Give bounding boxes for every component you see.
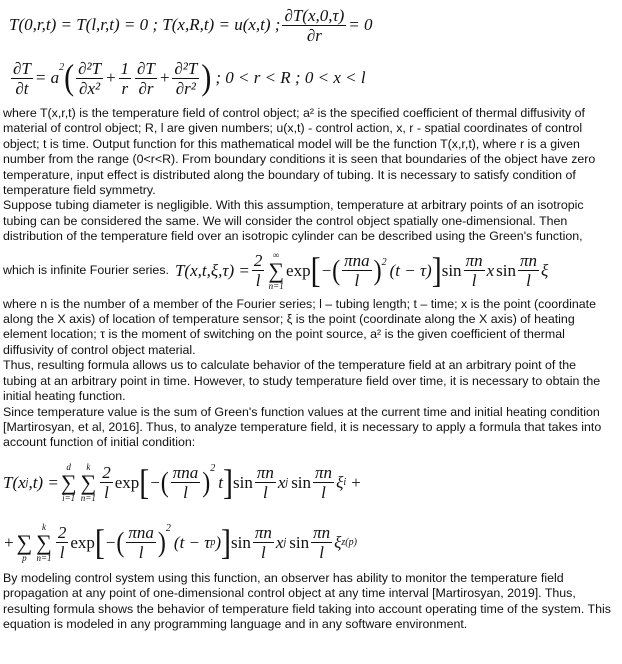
eq-init-rbracket: ]	[222, 462, 233, 502]
eq-heat-sup: 2	[59, 62, 65, 73]
eq-heat-term4	[172, 59, 199, 98]
eq-init2-sum1	[16, 523, 32, 563]
eq-init-xi-sub: i	[343, 477, 347, 489]
eq-green-pin1-den: l	[471, 271, 477, 291]
eq-green-square: 2	[381, 256, 387, 268]
eq-init2-pin1-num: πn	[254, 523, 272, 543]
eq-green-lparen: (	[332, 255, 341, 287]
equation-boundary-conditions	[3, 0, 613, 50]
eq-heat-lhs-num: ∂T	[13, 58, 31, 78]
eq-init-sin1: sin	[232, 473, 253, 493]
eq-heat-t3-num: ∂T	[137, 58, 155, 78]
eq-heat-t4-den: ∂r²	[175, 78, 196, 98]
eq-bc-right: = 0	[348, 15, 373, 35]
eq-init2-exp: exp	[70, 533, 95, 553]
eq-init-pin2	[313, 463, 334, 502]
eq-init-pin1-num: πn	[256, 463, 274, 483]
eq-init-coef	[100, 463, 113, 502]
eq-init-sin2: sin	[291, 473, 312, 493]
eq-green-xi: ξ	[541, 260, 549, 280]
eq-init-lhs: T(x	[3, 473, 26, 493]
paragraph-1: where T(x,r,t) is the temperature field of control object; a² is the specified coefficient of thermal diffusivity of material of control object; R, l are given numbers; u(x,t) - control action, x, r - spatial coordinates of control object; t is time. Output function for this mathematical model will be the function T(x,r,t), where r is a given number from the range (0<r<R). From boundary conditions it is seen that boundaries of the object have zero temperature, input effect is distributed along the boundary of tubing. It is necessary to satisfy condition of temperature field symmetry.	[3, 106, 596, 198]
eq-bc-fraction	[282, 6, 346, 45]
eq-heat-plus2: +	[158, 68, 171, 88]
eq-green-time: (t − τ)	[389, 260, 432, 280]
eq-heat-lhs-den: ∂t	[15, 78, 29, 98]
eq-init2-sum2-bot: n=1	[36, 552, 52, 563]
eq-green-coef	[252, 251, 265, 290]
sigma-symbol: ∑	[16, 529, 33, 555]
eq-green-coef-den: l	[255, 271, 261, 291]
eq-green-x: x	[486, 260, 495, 280]
eq-bc-frac-num: ∂T(x,0,τ)	[284, 5, 345, 25]
body-text-1	[3, 106, 613, 245]
equation-initial-line2	[3, 515, 613, 571]
eq-init-rparen: )	[202, 467, 211, 499]
eq-init2-coef-den: l	[59, 543, 65, 563]
eq-green-sin2: sin	[496, 260, 516, 280]
eq-heat-t4-num: ∂²T	[174, 58, 198, 78]
eq-green-sum-top: ∞	[272, 249, 280, 260]
eq-green-pin2	[518, 251, 539, 290]
eq-green-pina-den: l	[354, 271, 360, 291]
eq-bc-left: T(0,r,t) = T(l,r,t) = 0 ; T(x,R,t) = u(x,t) ;	[9, 15, 281, 35]
eq-init2-xi: ξ	[334, 533, 342, 553]
eq-init2-coef	[56, 523, 69, 562]
equation-heat	[3, 50, 613, 106]
eq-init2-pin2	[311, 523, 332, 562]
eq-init2-time-close: )	[215, 533, 222, 553]
eq-init-lbracket: [	[139, 462, 150, 502]
sigma-symbol: ∑	[36, 529, 52, 555]
eq-init2-lbracket: [	[94, 522, 105, 562]
green-function-row	[3, 245, 613, 297]
eq-heat-lhs	[11, 59, 33, 98]
eq-init2-minus: −	[104, 533, 117, 553]
paragraph-3-lead: which is infinite Fourier series.	[3, 262, 169, 277]
eq-init-minus: −	[149, 473, 161, 493]
eq-init-sum1-bot: i=1	[62, 492, 76, 503]
paragraph-2: Suppose tubing diameter is negligible. With this assumption, temperature at arbitrary points of an isotropic tubing can be considered the same. We will consider the control object spatially one-dimensional. Then distribution of the temperature field over an isotropic cylinder can be described using the Green's function,	[3, 198, 584, 244]
eq-init-sum1-top: d	[66, 461, 71, 472]
eq-init-sum2-bot: n=1	[80, 492, 96, 503]
paragraph-6: Since temperature value is the sum of Green's function values at the current time and initial heating condition [Martirosyan, et al, 2016]. Thus, to analyze temperature field, it is necessary to apply a formula that takes into account function of initial condition:	[3, 404, 602, 450]
eq-init2-sin1: sin	[231, 533, 251, 553]
eq-green-sin1: sin	[441, 260, 462, 280]
eq-init-pina	[171, 463, 201, 502]
eq-init-pina-den: l	[183, 483, 188, 503]
eq-init-xi: ξ	[336, 473, 344, 493]
eq-init2-xi-sub: z(p)	[341, 537, 357, 549]
eq-init2-plus: +	[3, 533, 15, 553]
body-text-3	[3, 571, 613, 633]
eq-init-sum2	[81, 463, 97, 503]
eq-heat-term1	[76, 59, 103, 98]
eq-green-pina	[342, 251, 372, 290]
eq-heat-t1-num: ∂²T	[78, 58, 102, 78]
eq-green-minus: −	[320, 260, 333, 280]
eq-init2-pin1	[253, 523, 274, 562]
eq-heat-term2	[119, 59, 132, 98]
eq-init-lhs-rest: ,t) =	[28, 473, 59, 493]
eq-init-x: x	[277, 473, 286, 493]
eq-init-pina-num: πna	[172, 463, 199, 483]
eq-init-lhs-sub: j	[25, 477, 29, 489]
eq-init2-pina-num: πna	[128, 523, 154, 543]
eq-init2-coef-num: 2	[57, 523, 67, 543]
paragraph-4: where n is the number of a member of the Fourier series; l – tubing length; t – time; x is the point (coordinate along the X axis) of location of temperature sensor; ξ is the point (coordinate along the X axis) of heating element location; τ is the moment of switching on the point source, a² is the given coefficient of thermal diffusivity of control object material.	[3, 296, 596, 357]
eq-init2-square: 2	[165, 522, 171, 534]
eq-green-pin2-den: l	[526, 271, 531, 291]
eq-green-sum	[268, 251, 284, 291]
eq-init-sum2-top: k	[86, 461, 91, 472]
equation-green	[175, 251, 548, 291]
eq-init-pin2-num: πn	[315, 463, 333, 483]
eq-init2-time-sub: p	[210, 537, 216, 549]
eq-init2-pin2-num: πn	[313, 523, 331, 543]
eq-init2-sum1-bot: p	[22, 552, 27, 563]
eq-green-sum-bot: n=1	[268, 280, 284, 291]
eq-init2-sin2: sin	[289, 533, 310, 553]
eq-init2-rparen: )	[157, 527, 166, 559]
eq-init2-lparen: (	[116, 527, 125, 559]
eq-init-square: 2	[210, 462, 216, 474]
eq-heat-rparen: )	[201, 57, 212, 98]
eq-init2-pin2-den: l	[319, 543, 324, 563]
eq-green-rparen: )	[373, 255, 382, 287]
eq-init2-pina-den: l	[138, 543, 144, 563]
eq-heat-t2-den: r	[121, 78, 129, 98]
eq-green-exp: exp	[286, 260, 311, 280]
eq-init2-sum2	[36, 523, 52, 563]
eq-heat-t3-den: ∂r	[138, 78, 154, 98]
eq-green-pin1-num: πn	[465, 251, 483, 271]
eq-heat-term3	[135, 59, 157, 98]
eq-green-rbracket: ]	[431, 250, 442, 290]
eq-init-lparen: (	[160, 467, 169, 499]
eq-init2-pin1-den: l	[261, 543, 266, 563]
eq-init-pin1-den: l	[262, 483, 268, 503]
eq-heat-lparen: (	[64, 57, 75, 98]
eq-init2-time: (t − τ	[173, 533, 211, 553]
paragraph-7: By modeling control system using this function, an observer has ability to monitor the temperature field propagation at any point of one-dimensional control object at any time interval [Martirosyan, 2019]. Thus, resulting formula shows the behavior of temperature field taking into account operating time of the system. This equation is modeled in any programming language and in any software environment.	[3, 570, 611, 631]
eq-heat-t1-den: ∂x²	[79, 78, 101, 98]
eq-init-x-sub: j	[285, 477, 289, 489]
sigma-symbol: ∑	[268, 257, 285, 283]
body-text-2	[3, 297, 613, 451]
eq-heat-equals: = a	[34, 68, 60, 88]
eq-green-lbracket: [	[310, 250, 321, 290]
eq-heat-condition: ; 0 < r < R ; 0 < x < l	[215, 68, 366, 88]
eq-heat-plus1: +	[105, 68, 117, 88]
eq-init-exp: exp	[114, 473, 140, 493]
eq-green-pina-num: πna	[344, 251, 370, 271]
eq-bc-frac-den: ∂r	[306, 25, 322, 45]
eq-green-coef-num: 2	[253, 251, 263, 271]
eq-green-pin2-num: πn	[519, 251, 538, 271]
eq-init-coef-num: 2	[102, 463, 111, 483]
eq-init-t: t	[218, 473, 223, 493]
eq-init-sum1	[61, 463, 77, 503]
eq-init2-sum2-top: k	[42, 521, 47, 532]
sigma-symbol: ∑	[60, 469, 77, 495]
paragraph-5: Thus, resulting formula allows us to calculate behavior of the temperature field at an arbitrary point of the tubing at an arbitrary point in time. However, to study temperature field over time, it is necessary to obtain the initial heating function.	[3, 358, 601, 404]
eq-init2-x: x	[275, 533, 284, 553]
eq-init-pin2-den: l	[321, 483, 326, 503]
eq-init2-pina	[126, 523, 156, 562]
eq-init2-rbracket: ]	[221, 522, 232, 562]
eq-green-pin1	[464, 251, 485, 290]
eq-heat-t2-num: 1	[120, 58, 130, 78]
eq-init-coef-den: l	[104, 483, 109, 503]
eq-green-lhs: T(x,t,ξ,τ) =	[174, 260, 250, 280]
equation-initial-line1	[3, 451, 613, 515]
eq-init-plus: +	[350, 473, 362, 493]
eq-init2-x-sub: j	[283, 537, 287, 549]
sigma-symbol: ∑	[80, 469, 97, 495]
eq-init-pin1	[255, 463, 276, 502]
